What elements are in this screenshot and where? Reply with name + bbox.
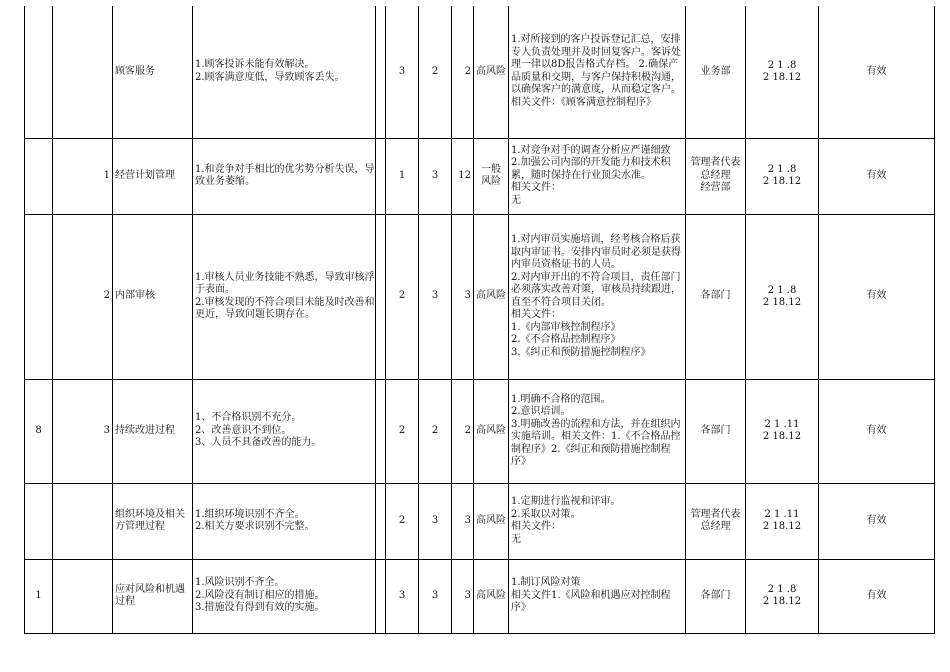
- cell-status: 有效: [819, 214, 935, 379]
- cell-probability: 3: [419, 559, 452, 633]
- cell-probability: 3: [419, 483, 452, 559]
- table-body: [25, 6, 935, 633]
- cell-sub-index: [53, 559, 113, 633]
- cell-score: 2: [452, 379, 474, 483]
- cell-sub-index: 2: [53, 214, 113, 379]
- cell-status: 有效: [819, 559, 935, 633]
- cell-risk-description: 1.顾客投诉未能有效解决。 2.顾客满意度低，导致顾客丢失。: [193, 6, 376, 138]
- cell-seq: [25, 6, 53, 138]
- cell-seq: [25, 138, 53, 214]
- cell-date: 2 1 .8 2 18.12: [746, 559, 819, 633]
- cell-process-name: 持续改进过程: [113, 379, 193, 483]
- cell-seq: [25, 214, 53, 379]
- cell-risk-level: 高风险: [474, 379, 509, 483]
- cell-responsible-dept: 管理者代表 总经理: [686, 483, 746, 559]
- risk-assessment-table: [24, 6, 935, 634]
- table-row: [25, 379, 935, 483]
- table-row: [25, 138, 935, 214]
- cell-seq: [25, 483, 53, 559]
- cell-seq: 8: [25, 379, 53, 483]
- cell-sub-index: 1: [53, 138, 113, 214]
- cell-responsible-dept: 业务部: [686, 6, 746, 138]
- cell-status: 有效: [819, 379, 935, 483]
- cell-severity: 3: [386, 559, 419, 633]
- cell-risk-level: 一般 风险: [474, 138, 509, 214]
- cell-spacer: [376, 379, 386, 483]
- cell-score: 12: [452, 138, 474, 214]
- cell-responsible-dept: 各部门: [686, 214, 746, 379]
- cell-process-name: 内部审核: [113, 214, 193, 379]
- table-row: [25, 214, 935, 379]
- cell-spacer: [376, 483, 386, 559]
- cell-risk-level: 高风险: [474, 214, 509, 379]
- cell-status: 有效: [819, 483, 935, 559]
- cell-risk-description: 1、不合格识别不充分。 2、改善意识不到位。 3、人员不具备改善的能力。: [193, 379, 376, 483]
- cell-score: 2: [452, 6, 474, 138]
- cell-risk-description: 1.审核人员业务技能不熟悉，导致审核浮于表面。 2.审核发现的不符合项目未能及时改善和更近，导致问题长期存在。: [193, 214, 376, 379]
- cell-control-measures: 1.对所接到的客户投诉登记汇总，安排专人负责处理并及时回复客户。客诉处理一律以8D报告格式存档。 2.确保产品质量和交期，与客户保持积极沟通，以确保客户的满意度，从而稳定客户。相关文件：《顾客满意控制程序》: [509, 6, 686, 138]
- cell-risk-level: 高风险: [474, 559, 509, 633]
- cell-severity: 2: [386, 214, 419, 379]
- cell-sub-index: 3: [53, 379, 113, 483]
- cell-seq: 1: [25, 559, 53, 633]
- cell-spacer: [376, 6, 386, 138]
- cell-spacer: [376, 138, 386, 214]
- cell-severity: 2: [386, 483, 419, 559]
- cell-control-measures: 1.对内审员实施培训，经考核合格后获取内审证书。安排内审员时必须是获得内审员资格证书的人员。 2.对内审开出的不符合项目，责任部门必须落实改善对策，审核员持续跟进，直至不符合项目关闭。 相关文件： 1.《内部审核控制程序》 2.《不合格品控制程序》 3.《纠正和预防措施控制程序》: [509, 214, 686, 379]
- cell-status: 有效: [819, 138, 935, 214]
- cell-probability: 2: [419, 379, 452, 483]
- cell-probability: 3: [419, 138, 452, 214]
- cell-process-name: 组织环境及相关方管理过程: [113, 483, 193, 559]
- cell-process-name: 应对风险和机遇过程: [113, 559, 193, 633]
- cell-severity: 3: [386, 6, 419, 138]
- cell-control-measures: 1.明确不合格的范围。 2.意识培训。 3.明确改善的流程和方法，并在组织内实施培训。相关文件：1.《不合格品控制程序》2.《纠正和预防措施控制程序》: [509, 379, 686, 483]
- table-row: [25, 483, 935, 559]
- cell-date: 2 1 .11 2 18.12: [746, 379, 819, 483]
- cell-date: 2 1 .8 2 18.12: [746, 214, 819, 379]
- cell-severity: 1: [386, 138, 419, 214]
- cell-risk-description: 1.风险识别不齐全。 2.风险没有制订相应的措施。 3.措施没有得到有效的实施。: [193, 559, 376, 633]
- cell-risk-level: 高风险: [474, 483, 509, 559]
- cell-probability: 2: [419, 6, 452, 138]
- cell-score: 3: [452, 559, 474, 633]
- cell-sub-index: [53, 483, 113, 559]
- cell-process-name: 经营计划管理: [113, 138, 193, 214]
- cell-date: 2 1 .8 2 18.12: [746, 138, 819, 214]
- cell-spacer: [376, 559, 386, 633]
- cell-date: 2 1 .11 2 18.12: [746, 483, 819, 559]
- cell-control-measures: 1.制订风险对策 相关文件1.《风险和机遇应对控制程序》: [509, 559, 686, 633]
- cell-control-measures: 1.对竞争对手的调查分析应严谨细致 2.加强公司内部的开发能力和技术积累，随时保持在行业顶尖水准。 相关文件： 无: [509, 138, 686, 214]
- cell-responsible-dept: 管理者代表 总经理 经营部: [686, 138, 746, 214]
- cell-probability: 3: [419, 214, 452, 379]
- cell-process-name: 顾客服务: [113, 6, 193, 138]
- cell-control-measures: 1.定期进行监视和评审。 2.采取以对策。 相关文件： 无: [509, 483, 686, 559]
- cell-date: 2 1 .8 2 18.12: [746, 6, 819, 138]
- cell-spacer: [376, 214, 386, 379]
- table-row: [25, 559, 935, 633]
- cell-score: 3: [452, 483, 474, 559]
- cell-score: 3: [452, 214, 474, 379]
- cell-risk-level: 高风险: [474, 6, 509, 138]
- cell-sub-index: [53, 6, 113, 138]
- table-row: [25, 6, 935, 138]
- cell-status: 有效: [819, 6, 935, 138]
- cell-risk-description: 1.和竞争对手相比的优劣势分析失误，导致业务萎缩。: [193, 138, 376, 214]
- cell-risk-description: 1.组织环境识别不齐全。 2.相关方要求识别不完整。: [193, 483, 376, 559]
- cell-severity: 2: [386, 379, 419, 483]
- cell-responsible-dept: 各部门: [686, 379, 746, 483]
- cell-responsible-dept: 各部门: [686, 559, 746, 633]
